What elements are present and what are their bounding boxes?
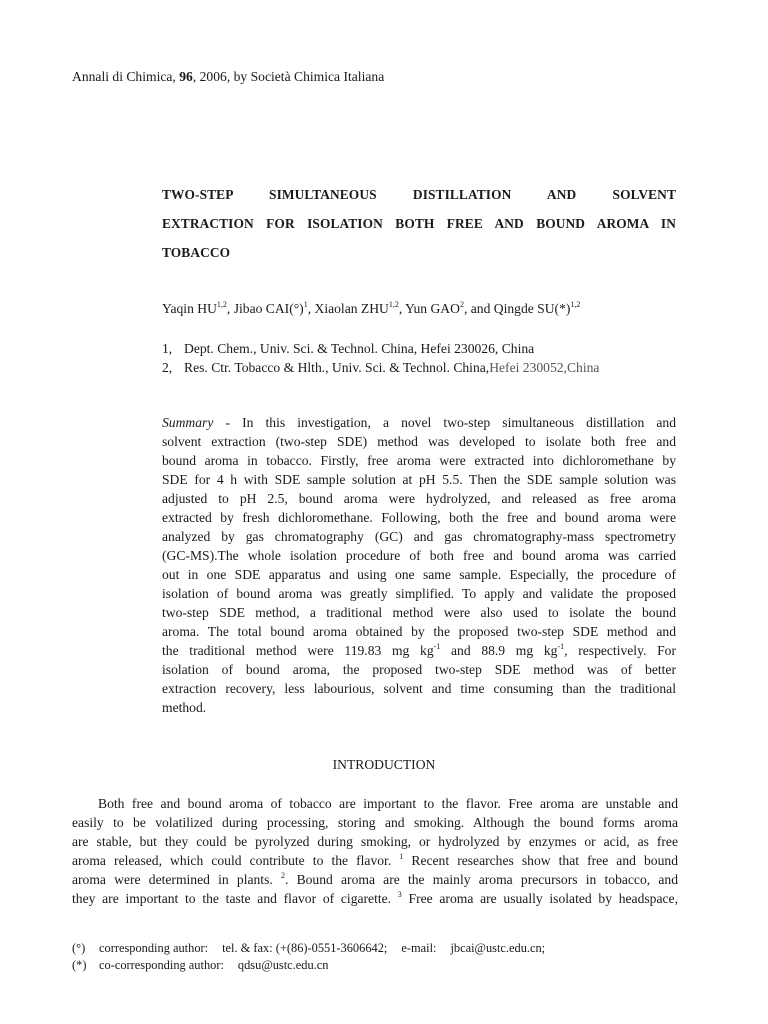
abstract-line: two-step SDE method, a traditional method were also used to isolate the bound: [162, 605, 676, 620]
body-line: they are important to the taste and flavor of cigarette. $^3$ Free aroma are usually isolated by headspace,: [72, 890, 678, 906]
body-line: aroma released, which could contribute to the flavor. $^1$ Recent researches show that free and bound: [72, 852, 678, 868]
email-link[interactable]: qdsu@ustc.edu.cn: [237, 958, 329, 972]
affiliation-text: Res. Ctr. Tobacco & Hlth., Univ. Sci. & Technol. China,: [184, 360, 490, 375]
author-affiliation-mark: 1,2: [388, 300, 399, 309]
body-line: aroma were determined in plants. $^2$. Bound aroma are the mainly aroma precursors in tobacco, and: [72, 871, 678, 887]
affiliation-number: 1,: [162, 341, 173, 356]
abstract-label: Summary: [162, 415, 214, 430]
footnote-mark: (°): [72, 941, 86, 955]
paper-title: [162, 180, 676, 267]
author-affiliation-mark: 1: [303, 300, 308, 309]
affiliation-list: [162, 339, 599, 377]
abstract-line: bound aroma in tobacco. Firstly, free aroma were extracted into dichloromethane by: [162, 453, 676, 468]
journal-year-publisher: , 2006, by Società Chimica Italiana: [192, 69, 385, 84]
introduction-body: [72, 794, 678, 908]
abstract: [162, 413, 676, 717]
author-separator: ,: [307, 301, 315, 316]
title-line: TWO-STEP SIMULTANEOUS DISTILLATION AND SOLVENT: [162, 187, 676, 202]
abstract-line: extracted by fresh dichloromethane. Following, both the free and bound aroma were: [162, 510, 676, 525]
author-affiliation-mark: 1,2: [570, 300, 581, 309]
body-line: Both free and bound aroma of tobacco are important to the flavor. Free aroma are unstable and: [98, 796, 678, 811]
abstract-line: solvent extraction (two-step SDE) method was developed to isolate both free and: [162, 434, 676, 449]
author-separator: ,: [398, 301, 406, 316]
abstract-line: the traditional method were 119.83 mg $kg^{-1}$ and 88.9 mg $kg^{-1}$, respectively. For: [162, 642, 676, 658]
abstract-line: isolation of bound aroma, the proposed two-step SDE method was of better: [162, 662, 676, 677]
abstract-line: Summary - In this investigation, a novel two-step simultaneous distillation and: [162, 415, 676, 430]
journal-name: Annali di Chimica,: [72, 69, 180, 84]
author-name: Yun GAO: [405, 301, 460, 316]
abstract-line: SDE for 4 h with SDE sample solution at pH 5.5. Then the SDE sample solution was: [162, 472, 676, 487]
author-separator: ,: [226, 301, 234, 316]
email-link[interactable]: jbcai@ustc.edu.cn;: [450, 941, 546, 955]
affiliation-item: [162, 358, 599, 377]
footnote-corresponding-author: (°) corresponding author: tel. & fax: (+(86)-0551-3606642; e-mail: jbcai@ustc.edu.cn;: [72, 941, 546, 955]
abstract-line: method.: [162, 700, 207, 715]
author-affiliation-mark: 1,2: [216, 300, 227, 309]
citation-mark: 1: [399, 852, 404, 861]
affiliation-text: Dept. Chem., Univ. Sci. & Technol. China, Hefei 230026, China: [184, 341, 535, 356]
abstract-line: out in one SDE apparatus and using one same sample. Especially, the procedure of: [162, 567, 676, 582]
author-list: [162, 300, 580, 318]
journal-citation: [72, 68, 384, 86]
abstract-line: aroma. The total bound aroma obtained by the proposed two-step SDE method and: [162, 624, 676, 639]
author-name: Jibao CAI(°): [233, 301, 304, 316]
author-separator: , and: [463, 301, 494, 316]
author-name: Xiaolan ZHU: [314, 301, 389, 316]
title-line: TOBACCO: [162, 245, 231, 260]
title-line: EXTRACTION FOR ISOLATION BOTH FREE AND BOUND AROMA IN: [162, 216, 676, 231]
affiliation-city: Hefei 230052,China: [489, 360, 600, 375]
citation-mark: 2: [280, 871, 285, 880]
affiliation-item: [162, 339, 599, 358]
abstract-line: adjusted to pH 2.5, bound aroma were hydrolyzed, and released as free aroma: [162, 491, 676, 506]
citation-mark: 3: [397, 890, 402, 899]
footnotes: [72, 940, 545, 974]
abstract-line: analyzed by gas chromatography (GC) and gas chromatography-mass spectrometry: [162, 529, 676, 544]
body-line: easily to be volatilized during processing, storing and smoking. Although the bound forms aroma: [72, 815, 678, 830]
body-line: are stable, but they could be pyrolyzed during smoking, or hydrolyzed by enzymes or acid, as free: [72, 834, 678, 849]
journal-volume: 96: [179, 69, 193, 84]
affiliation-number: 2,: [162, 360, 173, 375]
author-name: Qingde SU(*): [493, 301, 571, 316]
section-heading-introduction: INTRODUCTION: [332, 757, 436, 772]
abstract-line: isolation of bound aroma was greatly simplified. To apply and validate the proposed: [162, 586, 676, 601]
footnote-mark: (*): [72, 958, 87, 972]
author-name: Yaqin HU: [162, 301, 217, 316]
abstract-line: extraction recovery, less labourious, solvent and time consuming than the traditional: [162, 681, 676, 696]
abstract-line: (GC-MS).The whole isolation procedure of both free and bound aroma was carried: [162, 548, 676, 563]
footnote-co-corresponding-author: (*) co-corresponding author: qdsu@ustc.edu.cn: [72, 958, 329, 972]
author-affiliation-mark: 2: [459, 300, 464, 309]
